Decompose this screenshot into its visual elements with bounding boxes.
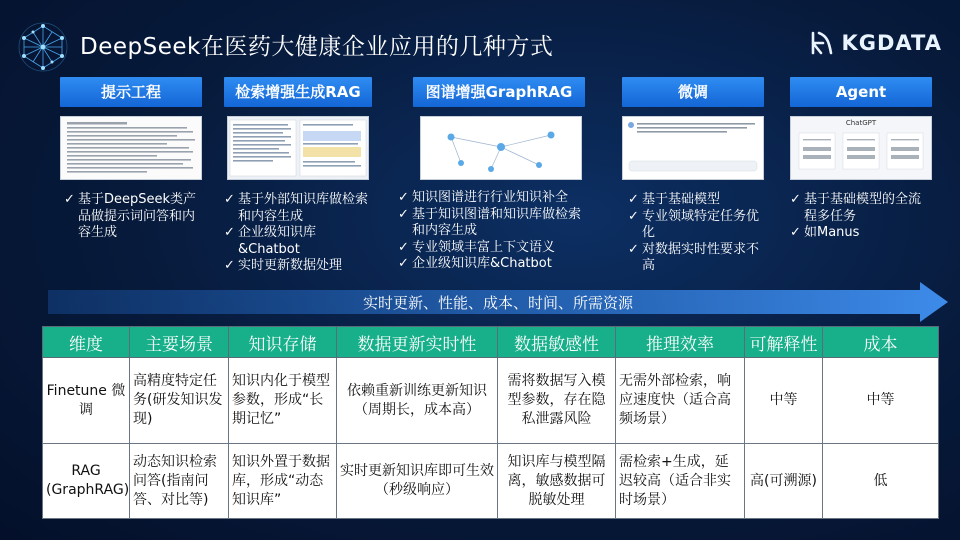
check-icon: ✓ (64, 192, 75, 207)
bullet-item: ✓ 对数据实时性要求不高 (628, 241, 760, 273)
column-header: 维度 (43, 327, 130, 358)
brand-name: KGDATA (841, 31, 942, 55)
method-prompt-engineering (60, 77, 202, 242)
method-header: Agent (790, 77, 932, 107)
bullet-item: ✓ 基于DeepSeek类产品做提示词问答和内容生成 (64, 192, 197, 240)
check-icon: ✓ (224, 258, 235, 273)
check-icon: ✓ (398, 256, 409, 271)
bullet-item: ✓ 基于基础模型的全流程多任务 (790, 192, 922, 224)
method-bullets (60, 192, 202, 242)
check-icon: ✓ (224, 225, 235, 240)
method-rag (224, 77, 372, 275)
method-header: 提示工程 (60, 77, 202, 107)
check-icon: ✓ (790, 225, 801, 240)
comparison-table (42, 326, 939, 519)
table-cell: 无需外部检索，响应速度快（适合高频场景） (616, 358, 745, 444)
rag-screenshot-thumbnail (227, 116, 369, 180)
bullet-item: ✓ 知识图谱进行行业知识补全 (398, 190, 569, 205)
progress-arrow (48, 282, 948, 322)
check-icon: ✓ (790, 192, 801, 207)
agent-screenshot-thumbnail (790, 116, 932, 180)
bullet-item: ✓ 企业级知识库&Chatbot (398, 256, 552, 271)
check-icon: ✓ (398, 190, 409, 205)
bullet-item: ✓ 基于基础模型 (628, 192, 721, 207)
method-bullets (224, 192, 372, 275)
brand-logo (809, 30, 942, 56)
page-title: DeepSeek在医药大健康企业应用的几种方式 (80, 34, 554, 60)
table-cell: 依赖重新训练更新知识（周期长，成本高） (337, 358, 498, 444)
bullet-item: ✓ 如Manus (790, 225, 860, 240)
table-cell: 高(可溯源) (745, 444, 823, 519)
table-cell: Finetune 微调 (43, 358, 130, 444)
table-cell: 实时更新知识库即可生效（秒级响应） (337, 444, 498, 519)
method-finetune (622, 77, 764, 275)
finetune-screenshot-thumbnail (622, 116, 764, 180)
agent-shot-title: ChatGPT (845, 119, 877, 127)
column-header: 成本 (823, 327, 939, 358)
check-icon: ✓ (398, 239, 409, 255)
table-row (43, 444, 939, 519)
table-cell: 低 (823, 444, 939, 519)
table-cell: 知识外置于数据库，形成“动态知识库” (229, 444, 337, 519)
bullet-item: ✓ 企业级知识库&Chatbot (224, 225, 317, 257)
arrow-label: 实时更新、性能、成本、时间、所需资源 (362, 294, 633, 312)
column-header: 主要场景 (130, 327, 229, 358)
table-cell: RAG (GraphRAG) (43, 444, 130, 519)
table-cell: 动态知识检索问答(指南问答、对比等) (130, 444, 229, 519)
check-icon: ✓ (628, 192, 639, 207)
column-header: 知识存储 (229, 327, 337, 358)
table-cell: 知识库与模型隔离，敏感数据可脱敏处理 (498, 444, 616, 519)
bullet-item: ✓ 基于知识图谱和知识库做检索和内容生成 (398, 206, 582, 238)
column-header: 数据更新实时性 (337, 327, 498, 358)
method-bullets (622, 192, 764, 275)
check-icon: ✓ (398, 206, 409, 222)
table-cell: 知识内化于模型参数，形成“长期记忆” (229, 358, 337, 444)
method-bullets (790, 192, 932, 242)
column-header: 数据敏感性 (498, 327, 616, 358)
check-icon: ✓ (224, 192, 235, 207)
network-globe-icon (14, 18, 72, 76)
method-header: 图谱增强GraphRAG (413, 77, 585, 107)
bullet-item: ✓ 专业领域特定任务优化 (628, 208, 760, 240)
method-graphrag (398, 77, 588, 273)
check-icon: ✓ (628, 241, 639, 257)
bullet-item: ✓ 实时更新数据处理 (224, 258, 343, 273)
table-cell: 需检索+生成，延迟较高（适合非实时场景） (616, 444, 745, 519)
method-header: 微调 (622, 77, 764, 107)
prompt-screenshot-thumbnail (60, 116, 202, 180)
table-row (43, 358, 939, 444)
column-header: 可解释性 (745, 327, 823, 358)
table-cell: 需将数据写入模型参数，存在隐私泄露风险 (498, 358, 616, 444)
bullet-item: ✓ 基于外部知识库做检索和内容生成 (224, 192, 369, 224)
table-cell: 高精度特定任务(研发知识发现) (130, 358, 229, 444)
check-icon: ✓ (628, 208, 639, 224)
column-header: 推理效率 (616, 327, 745, 358)
graph-screenshot-thumbnail (420, 116, 582, 180)
table-cell: 中等 (823, 358, 939, 444)
kgdata-logo-icon (809, 30, 835, 56)
table-header-row (43, 327, 939, 358)
method-bullets (398, 190, 588, 273)
table-cell: 中等 (745, 358, 823, 444)
method-header: 检索增强生成RAG (224, 77, 372, 107)
method-agent (790, 77, 932, 242)
bullet-item: ✓ 专业领域丰富上下文语义 (398, 239, 556, 255)
